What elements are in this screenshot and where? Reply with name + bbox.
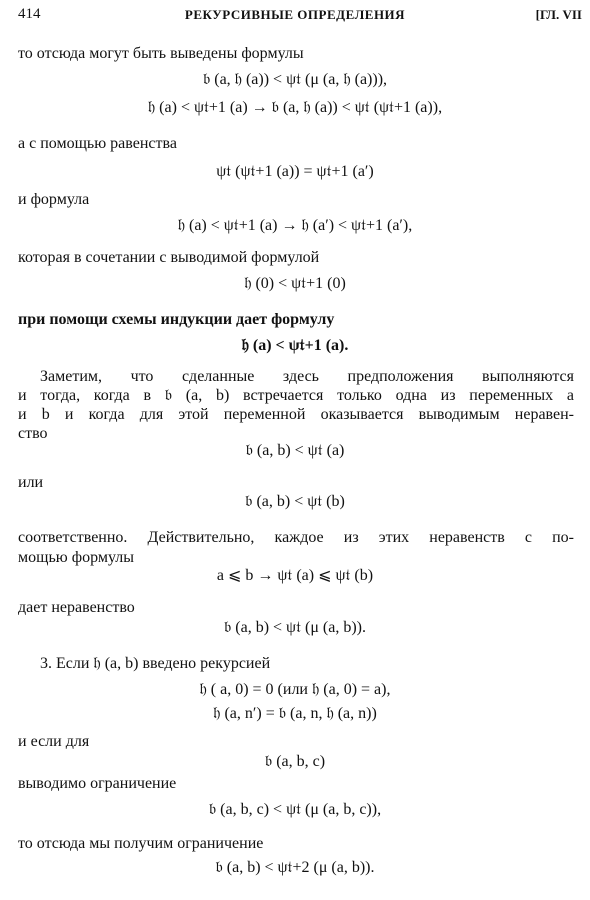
formula-line: 𝔟 (a, b) < ψ𝔱+2 (μ (a, b)). <box>215 859 375 876</box>
formula-line: 𝔟 (a, b, c) <box>264 753 326 770</box>
running-title: РЕКУРСИВНЫЕ ОПРЕДЕЛЕНИЯ <box>184 7 406 22</box>
text-line: соответственно. Действительно, каждое из этих неравенств с по- <box>18 529 574 546</box>
text-line: 3. Если 𝔥 (a, b) введено рекурсией <box>40 655 271 672</box>
formula-line: 𝔥 ( a, 0) = 0 (или 𝔥 (a, 0) = a), <box>199 681 391 698</box>
text-line: или <box>18 474 44 491</box>
chapter-label: [ГЛ. VII <box>535 7 582 22</box>
formula-line: 𝔟 (a, b) < ψ𝔱 (a) <box>245 442 345 459</box>
running-header <box>0 6 590 26</box>
text-line: при помощи схемы индукции дает формулу <box>18 311 335 328</box>
text-line: то отсюда могут быть выведены формулы <box>18 45 304 62</box>
text-line: и тогда, когда в 𝔟 (a, b) встречается только одна из переменных a <box>18 387 574 404</box>
formula-line: ψ𝔱 (ψ𝔱+1 (a)) = ψ𝔱+1 (a′) <box>216 163 374 180</box>
text-line: то отсюда мы получим ограничение <box>18 835 264 852</box>
page-number: 414 <box>18 6 41 22</box>
formula-line: 𝔟 (a, b, c) < ψ𝔱 (μ (a, b, c)), <box>208 801 382 818</box>
text-line: выводимо ограничение <box>18 775 177 792</box>
formula-line: 𝔥 (a) < ψ𝔱+1 (a) → 𝔥 (a′) < ψ𝔱+1 (a′), <box>177 217 413 234</box>
text-line: и формула <box>18 191 90 208</box>
formula-line: 𝔟 (a, b) < ψ𝔱 (b) <box>245 493 345 510</box>
text-line: дает неравенство <box>18 599 135 616</box>
formula-line: 𝔥 (0) < ψ𝔱+1 (0) <box>244 275 346 292</box>
text-line: и если для <box>18 733 90 750</box>
formula-line: 𝔟 (a, b) < ψ𝔱 (μ (a, b)). <box>224 619 366 636</box>
formula-line: 𝔥 (a) < ψ𝔱+1 (a). <box>241 337 349 354</box>
formula-line: 𝔥 (a, n′) = 𝔟 (a, n, 𝔥 (a, n)) <box>213 705 377 722</box>
text-line: Заметим, что сделанные здесь предположения выполняются <box>40 368 574 385</box>
formula-line: 𝔥 (a) < ψ𝔱+1 (a) → 𝔟 (a, 𝔥 (a)) < ψ𝔱 (ψ𝔱+1 (a)), <box>147 99 443 116</box>
formula-line: a ⩽ b → ψ𝔱 (a) ⩽ ψ𝔱 (b) <box>216 567 374 584</box>
text-line: мощью формулы <box>18 549 134 566</box>
text-line: а с помощью равенства <box>18 135 177 152</box>
text-line: которая в сочетании с выводимой формулой <box>18 249 320 266</box>
text-line: ство <box>18 425 48 442</box>
formula-line: 𝔟 (a, 𝔥 (a)) < ψ𝔱 (μ (a, 𝔥 (a))), <box>202 71 388 88</box>
text-line: и b и когда для этой переменной оказывается выводимым неравен- <box>18 406 574 423</box>
